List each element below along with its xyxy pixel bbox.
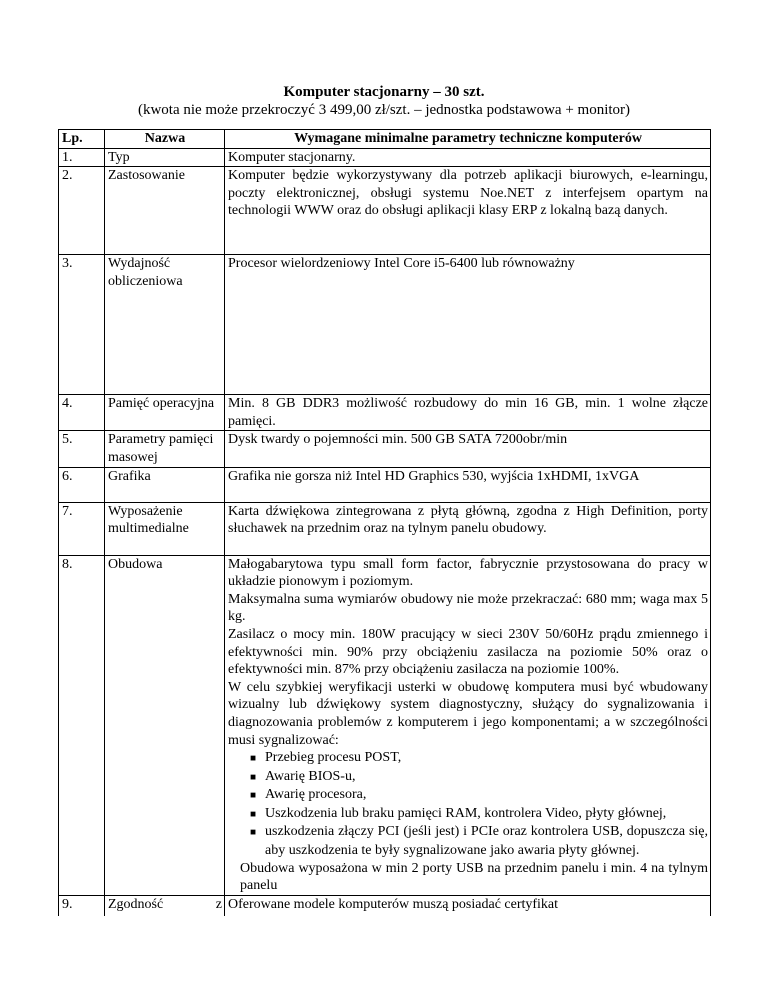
table-row	[59, 167, 711, 255]
row-number: 8.	[59, 555, 105, 895]
table-row	[59, 395, 711, 431]
row-spec: Procesor wielordzeniowy Intel Core i5-6400 lub równoważny	[225, 255, 711, 395]
row-spec: Komputer będzie wykorzystywany dla potrzeb aplikacji biurowych, e-learningu, poczty elektronicznej, obsługi systemu Noe.NET z interfejsem opartym na technologii WWW oraz do obsługi aplikacji klasy ERP z lokalną bazą danych.	[225, 167, 711, 255]
square-bullet-icon: ■	[250, 827, 257, 839]
row-name-suffix: z	[215, 896, 222, 912]
table-row	[59, 255, 711, 395]
diagnostic-list	[228, 749, 708, 860]
table-row	[59, 431, 711, 467]
square-bullet-icon: ■	[250, 808, 257, 820]
row-name: Pamięć operacyjna	[105, 395, 225, 431]
row-name: Zgodność z	[105, 895, 225, 916]
row-number: 6.	[59, 467, 105, 502]
row-number: 2.	[59, 167, 105, 255]
spec-closing: Obudowa wyposażona w min 2 porty USB na przednim panelu i min. 4 na tylnym panelu	[240, 860, 708, 894]
row-name: Obudowa	[105, 555, 225, 895]
header-lp: Lp.	[59, 130, 105, 149]
row-number: 3.	[59, 255, 105, 395]
row-name: Zastosowanie	[105, 167, 225, 255]
table-row	[59, 555, 711, 895]
row-number: 4.	[59, 395, 105, 431]
spec-paragraph: W celu szybkiej weryfikacji usterki w obudowę komputera musi być wbudowany wizualny lub dźwiękowy system diagnostyczny, służący do sygnalizowania i diagnozowania problemów z komputerem i jego komponentami; a w szczególności musi sygnalizować:	[228, 679, 708, 748]
row-spec: Oferowane modele komputerów muszą posiadać certyfikat	[228, 896, 559, 912]
row-number: 9.	[59, 895, 105, 916]
row-spec: Komputer stacjonarny.	[225, 148, 711, 167]
list-item: ■ Przebieg procesu POST,	[250, 749, 708, 768]
document-subtitle: (kwota nie może przekroczyć 3 499,00 zł/szt. – jednostka podstawowa + monitor)	[137, 102, 631, 118]
square-bullet-icon: ■	[250, 790, 257, 802]
header-nazwa: Nazwa	[105, 130, 225, 149]
row-spec: Grafika nie gorsza niż Intel HD Graphics 530, wyjścia 1xHDMI, 1xVGA	[225, 467, 711, 502]
row-spec: Karta dźwiękowa zintegrowana z płytą główną, zgodna z High Definition, porty słuchawek na przednim oraz na tylnym panelu obudowy.	[225, 502, 711, 555]
row-spec: Dysk twardy o pojemności min. 500 GB SATA 7200obr/min	[225, 431, 711, 467]
row-name: Wyposażenie multimedialne	[105, 502, 225, 555]
list-item: ■ Uszkodzenia lub braku pamięci RAM, kontrolera Video, płyty głównej,	[250, 805, 708, 824]
row-name: Typ	[105, 148, 225, 167]
table-header-row	[59, 130, 711, 149]
square-bullet-icon: ■	[250, 771, 257, 783]
list-item: ■ Awarię procesora,	[250, 786, 708, 805]
row-name: Grafika	[105, 467, 225, 502]
table-row	[59, 502, 711, 555]
spec-paragraph: Małogabarytowa typu small form factor, fabrycznie przystosowana do pracy w układzie pionowym i poziomym.	[228, 556, 708, 590]
row-number: 7.	[59, 502, 105, 555]
spec-table	[58, 129, 711, 916]
table-row	[59, 467, 711, 502]
header-parametry: Wymagane minimalne parametry techniczne komputerów	[225, 130, 711, 149]
document-title: Komputer stacjonarny – 30 szt.	[283, 84, 485, 100]
spec-paragraph: Zasilacz o mocy min. 180W pracujący w sieci 230V 50/60Hz prądu zmiennego i efektywności min. 90% przy obciążeniu zasilacza na poziomie 50% oraz o efektywności min. 87% przy obciążeniu zasilacza na poziomie 100%.	[228, 626, 708, 678]
row-number: 5.	[59, 431, 105, 467]
list-item: ■ uszkodzenia złączy PCI (jeśli jest) i PCIe oraz kontrolera USB, dopuszcza się, aby uszkodzenia te były sygnalizowane jako awaria płyty głównej.	[250, 824, 708, 859]
row-spec	[225, 555, 711, 895]
row-spec: Min. 8 GB DDR3 możliwość rozbudowy do min 16 GB, min. 1 wolne złącze pamięci.	[225, 395, 711, 431]
list-item: ■ Awarię BIOS-u,	[250, 768, 708, 787]
spec-paragraph: Maksymalna suma wymiarów obudowy nie może przekraczać: 680 mm; waga max 5 kg.	[228, 591, 708, 625]
table-row	[59, 895, 711, 916]
row-number: 1.	[59, 148, 105, 167]
row-name: Parametry pamięci masowej	[105, 431, 225, 467]
row-name: Wydajność obliczeniowa	[105, 255, 225, 395]
table-row	[59, 148, 711, 167]
square-bullet-icon: ■	[250, 753, 257, 765]
